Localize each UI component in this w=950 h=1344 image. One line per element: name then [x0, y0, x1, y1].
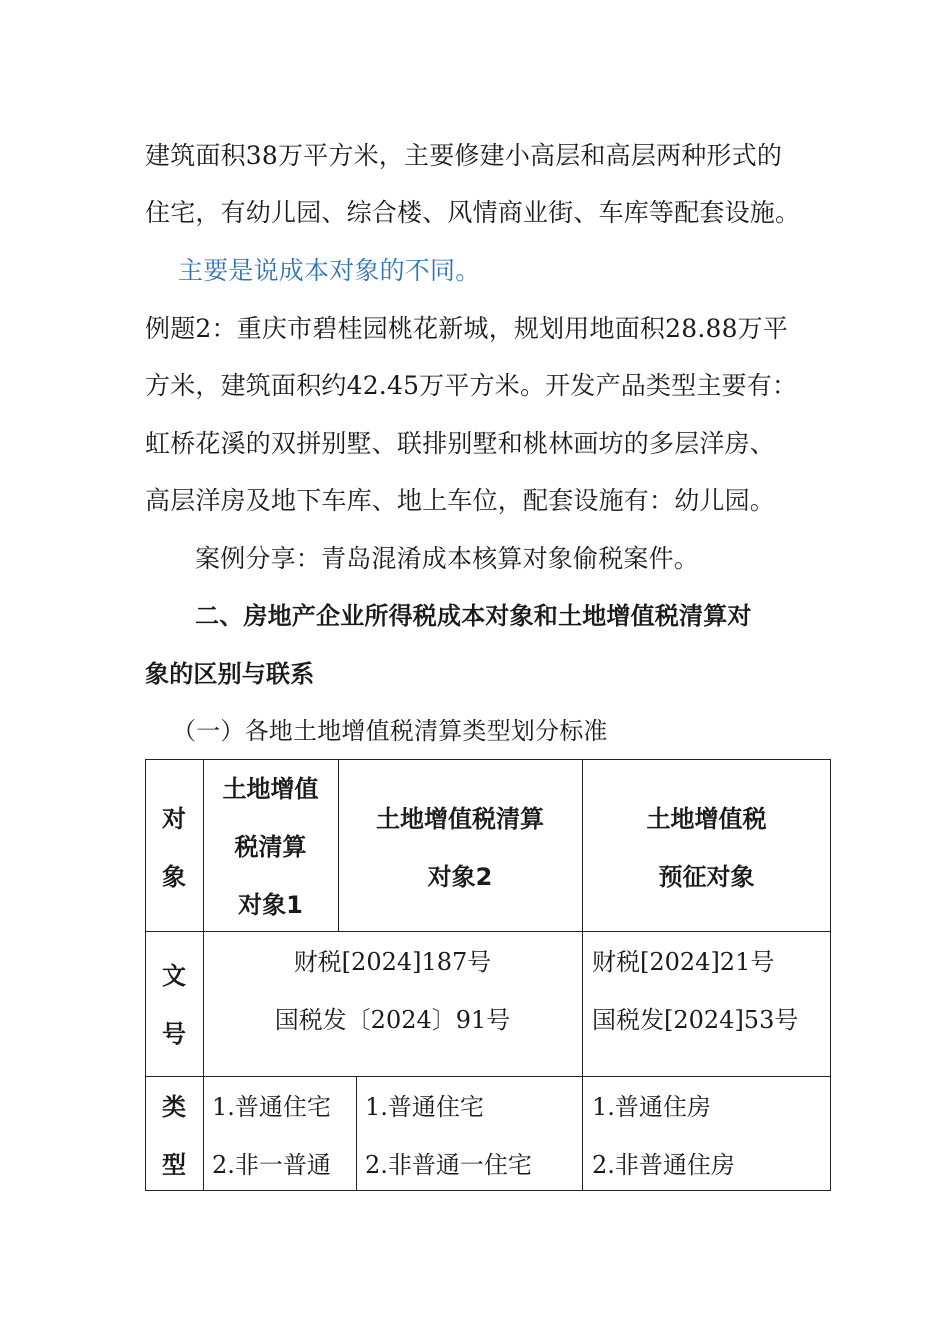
header-clearance-object-2: 土地增值税清算 对象2	[376, 805, 544, 891]
header-object: 对 象	[162, 805, 186, 891]
paragraph-line: 住宅，有幼儿园、综合楼、风情商业街、车库等配套设施。	[145, 198, 801, 227]
type-cell-object-1: 1.普通住宅 2.非一普通	[212, 1093, 331, 1179]
header-clearance-object-1: 土地增值 税清算 对象1	[222, 775, 319, 919]
case-share-line: 案例分享：青岛混淆成本核算对象偷税案件。	[195, 544, 700, 573]
example-line: 方米，建筑面积约42.45万平方米。开发产品类型主要有：	[145, 371, 798, 400]
type-cell-object-2: 1.普通住宅 2.非普通一住宅	[365, 1093, 532, 1179]
row-label-document-number: 文 号	[162, 962, 186, 1048]
type-cell-prepayment: 1.普通住房 2.非普通住房	[592, 1093, 735, 1179]
paragraph-line: 建筑面积38万平方米，主要修建小高层和高层两种形式的	[145, 141, 783, 170]
sub-heading: （一）各地土地增值税清算类型划分标准	[172, 717, 608, 745]
section-heading-cont: 象的区别与联系	[145, 660, 315, 688]
doc-number-merged-cell: 财税[2024]187号 国税发〔2024〕91号	[274, 948, 511, 1034]
example-line: 例题2：重庆市碧桂园桃花新城，规划用地面积28.88万平	[145, 314, 789, 343]
annotation-note: 主要是说成本对象的不同。	[178, 256, 481, 285]
header-prepayment-object: 土地增值税 预征对象	[646, 805, 767, 891]
doc-number-prepayment-cell: 财税[2024]21号 国税发[2024]53号	[592, 948, 799, 1034]
example-line: 高层洋房及地下车库、地上车位，配套设施有：幼儿园。	[145, 486, 776, 515]
row-label-type: 类 型	[162, 1093, 186, 1179]
section-heading: 二、房地产企业所得税成本对象和土地增值税清算对	[195, 602, 752, 630]
classification-table	[145, 759, 831, 1191]
example-line: 虹桥花溪的双拼别墅、联排别墅和桃林画坊的多层洋房、	[145, 429, 776, 458]
